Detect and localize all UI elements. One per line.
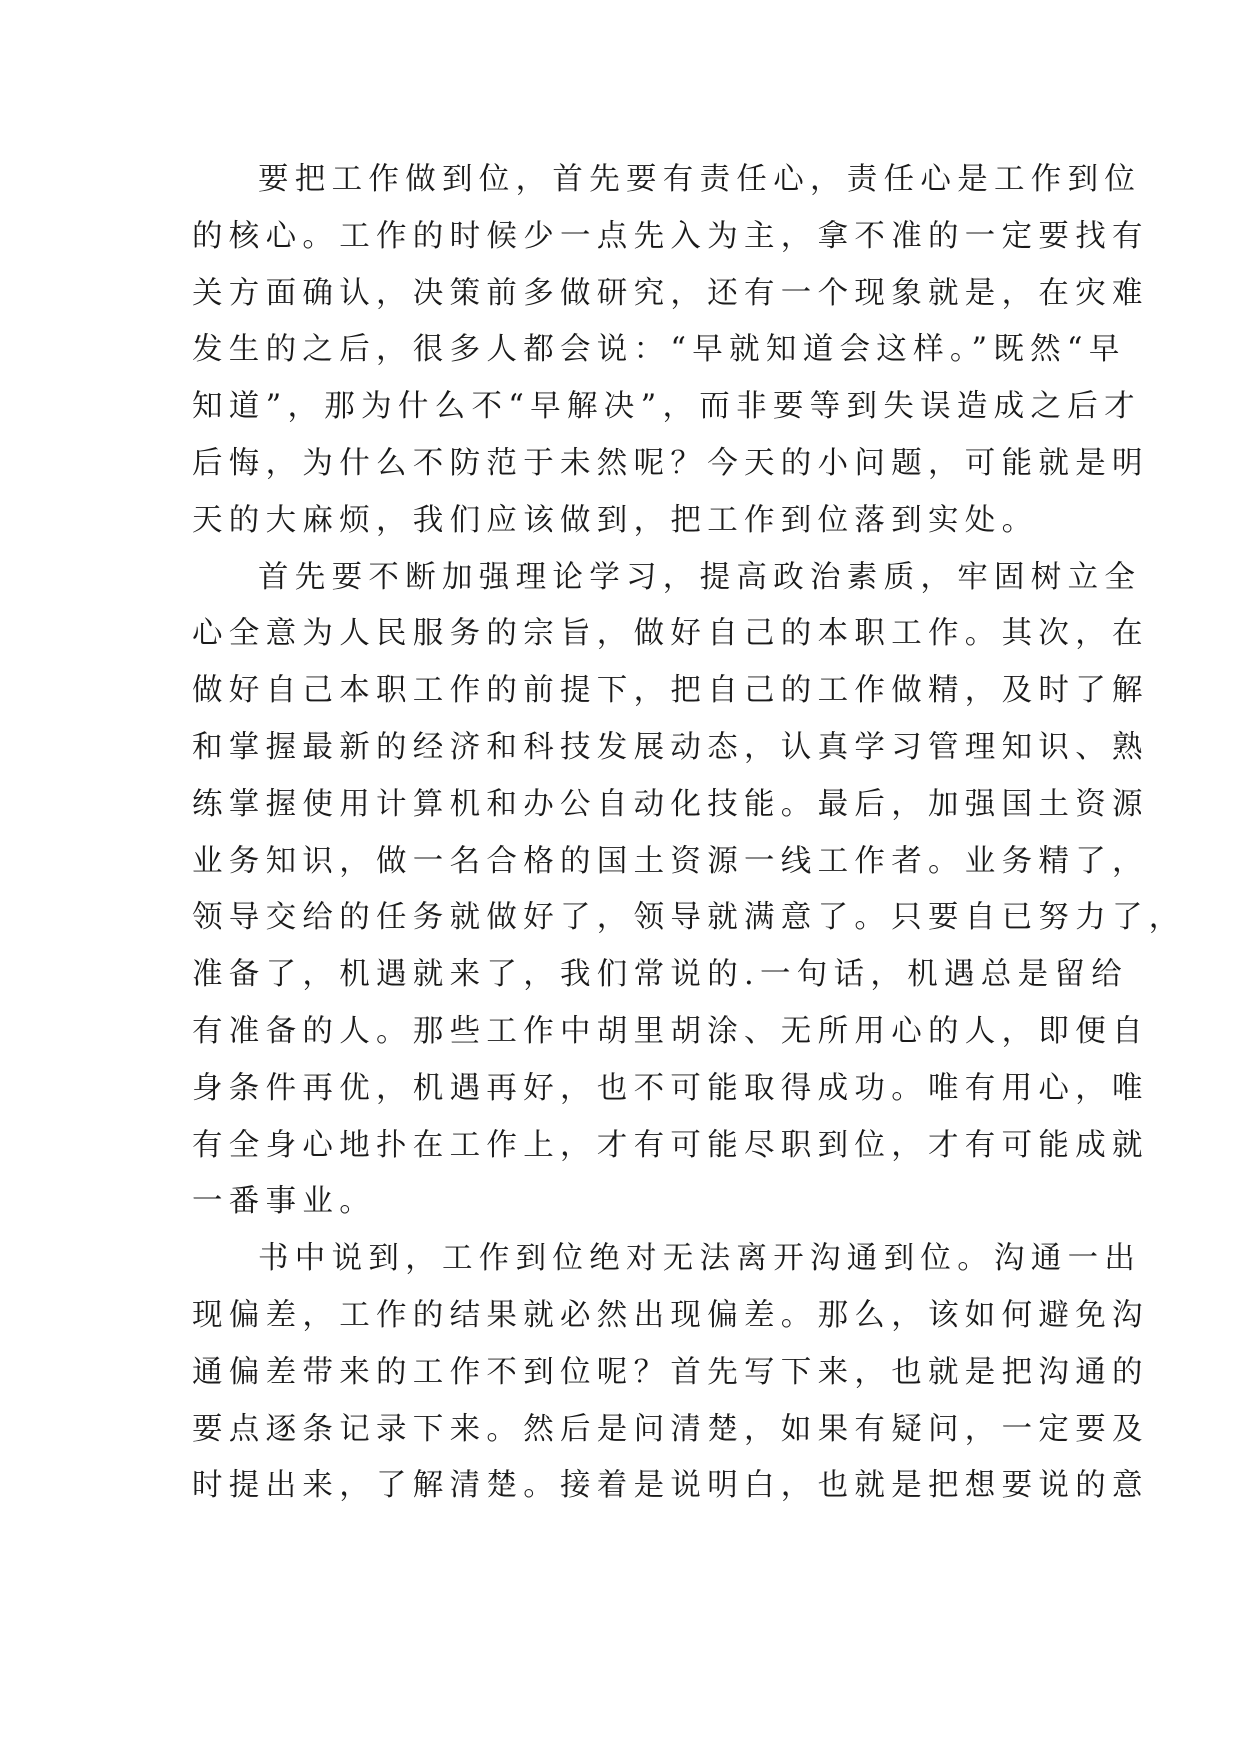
text-line: 和掌握最新的经济和科技发展动态，认真学习管理知识、熟	[192, 729, 1149, 765]
text-line: 准备了，机遇就来了，我们常说的.一句话，机遇总是留给	[192, 957, 1128, 993]
text-line: 后悔，为什么不防范于未然呢？今天的小问题，可能就是明	[192, 445, 1149, 481]
text-line: 做好自己本职工作的前提下，把自己的工作做精，及时了解	[192, 673, 1149, 709]
text-line: 的核心。工作的时候少一点先入为主，拿不准的一定要找有	[192, 218, 1149, 254]
text-line: 有全身心地扑在工作上，才有可能尽职到位，才有可能成就	[192, 1127, 1149, 1163]
text-line: 一番事业。	[192, 1184, 376, 1220]
text-line: 有准备的人。那些工作中胡里胡涂、无所用心的人，即便自	[192, 1013, 1149, 1049]
text-line: 练掌握使用计算机和办公自动化技能。最后，加强国土资源	[192, 786, 1149, 822]
text-line: 关方面确认，决策前多做研究，还有一个现象就是，在灾难	[192, 275, 1149, 311]
text-line: 心全意为人民服务的宗旨，做好自己的本职工作。其次，在	[192, 616, 1149, 652]
paragraph-study	[192, 550, 1186, 1232]
paragraph-responsibility	[192, 152, 1149, 550]
text-line: 发生的之后，很多人都会说：“早就知道会这样。”既然“早	[192, 332, 1126, 368]
text-line: 知道”，那为什么不“早解决”，而非要等到失误造成之后才	[192, 389, 1141, 425]
text-line: 要把工作做到位，首先要有责任心，责任心是工作到位	[258, 162, 1142, 197]
text-line: 业务知识，做一名合格的国土资源一线工作者。业务精了，	[192, 843, 1149, 879]
text-line: 身条件再优，机遇再好，也不可能取得成功。唯有用心，唯	[192, 1070, 1149, 1106]
text-line: 现偏差，工作的结果就必然出现偏差。那么，该如何避免沟	[192, 1297, 1149, 1333]
text-line: 首先要不断加强理论学习，提高政治素质，牢固树立全	[258, 559, 1142, 595]
text-line: 时提出来，了解清楚。接着是说明白，也就是把想要说的意	[192, 1468, 1149, 1504]
text-line: 书中说到，工作到位绝对无法离开沟通到位。沟通一出	[258, 1241, 1142, 1277]
document-body	[192, 152, 1186, 1515]
paragraph-communication	[192, 1231, 1149, 1515]
text-line: 天的大麻烦，我们应该做到，把工作到位落到实处。	[192, 502, 1039, 538]
text-line: 通偏差带来的工作不到位呢？首先写下来，也就是把沟通的	[192, 1354, 1149, 1390]
text-line: 领导交给的任务就做好了，领导就满意了。只要自已努力了，	[192, 900, 1186, 936]
text-line: 要点逐条记录下来。然后是问清楚，如果有疑问，一定要及	[192, 1411, 1149, 1447]
